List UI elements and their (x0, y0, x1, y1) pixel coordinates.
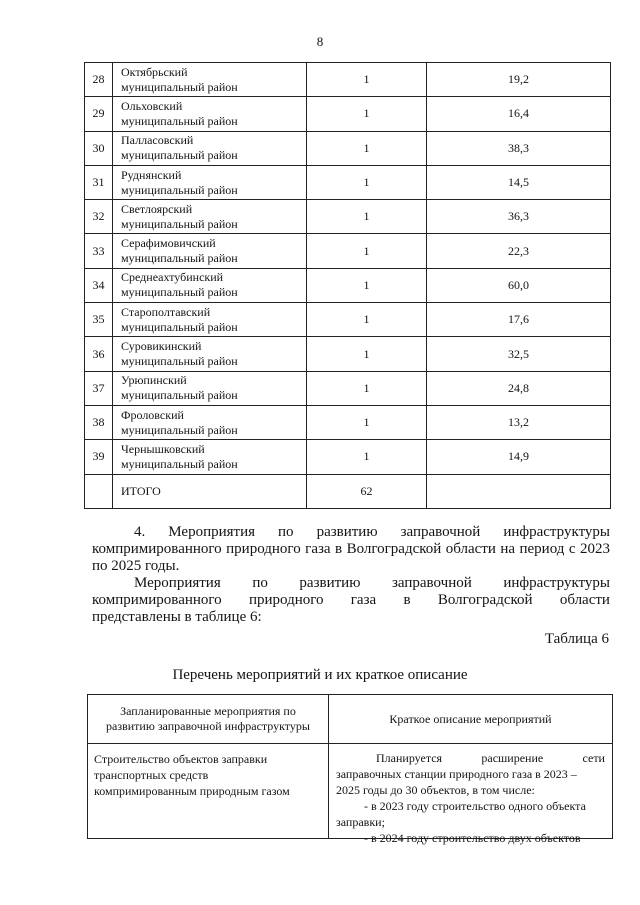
table-row (85, 234, 611, 268)
word: сети (582, 751, 605, 765)
row-number: 37 (85, 371, 113, 405)
station-count: 1 (307, 234, 427, 268)
total-number-cell (85, 474, 113, 508)
word: развитию (299, 575, 361, 591)
district-name (113, 234, 307, 268)
table-row (85, 405, 611, 439)
table-row (85, 200, 611, 234)
row-number: 38 (85, 405, 113, 439)
intro-paragraph (92, 575, 610, 626)
cell-text: Строительство объектов заправки (94, 752, 268, 766)
station-count: 1 (307, 337, 427, 371)
district-type-line: муниципальный район (121, 182, 238, 197)
station-value: 17,6 (427, 303, 611, 337)
gas-stations-table (84, 62, 611, 509)
district-name-line: Палласовский (121, 133, 194, 148)
district-name (113, 131, 307, 165)
intro-line-2 (92, 592, 610, 609)
row-number: 32 (85, 200, 113, 234)
word: инфраструктуры (503, 575, 610, 591)
station-count: 1 (307, 268, 427, 302)
station-count: 1 (307, 165, 427, 199)
district-type-line: муниципальный район (121, 148, 238, 163)
word: Мероприятия (134, 575, 221, 591)
row-number: 30 (85, 131, 113, 165)
station-count: 1 (307, 303, 427, 337)
district-name (113, 200, 307, 234)
section-4-first-line (92, 524, 610, 541)
total-count: 62 (307, 474, 427, 508)
district-name (113, 405, 307, 439)
row-number: 35 (85, 303, 113, 337)
district-type-line: муниципальный район (121, 388, 238, 403)
intro-line-3: представлены в таблице 6: (92, 609, 262, 625)
table-row (85, 131, 611, 165)
row-number: 34 (85, 268, 113, 302)
cell-text: компримированным природным газом (94, 784, 290, 798)
district-name (113, 63, 307, 97)
word: газа (350, 592, 377, 608)
district-name-line: Руднянский (121, 167, 182, 182)
row-number: 28 (85, 63, 113, 97)
district-type-line: муниципальный район (121, 285, 238, 300)
station-count: 1 (307, 200, 427, 234)
header-planned-measures (88, 695, 329, 744)
station-value: 38,3 (427, 131, 611, 165)
station-count: 1 (307, 131, 427, 165)
station-value: 24,8 (427, 371, 611, 405)
section-4-rest: компримированного природного газа в Волгоградской области на период с 2023 по 2025 годы. (92, 541, 610, 574)
station-value: 16,4 (427, 97, 611, 131)
section-number: 4. (134, 524, 146, 540)
district-name-line: Чернышковский (121, 441, 205, 456)
district-name (113, 97, 307, 131)
station-value: 32,5 (427, 337, 611, 371)
station-count: 1 (307, 440, 427, 474)
description-line: 2025 годы до 30 объектов, в том числе: (336, 783, 535, 797)
district-name-line: Светлоярский (121, 201, 193, 216)
station-count: 1 (307, 405, 427, 439)
station-value: 22,3 (427, 234, 611, 268)
row-number: 31 (85, 165, 113, 199)
measure-name-cell (88, 744, 329, 839)
row-number: 39 (85, 440, 113, 474)
word: заправочной (400, 524, 481, 540)
table-row (85, 337, 611, 371)
station-value: 36,3 (427, 200, 611, 234)
total-value-cell (427, 474, 611, 508)
district-type-line: муниципальный район (121, 319, 238, 334)
district-type-line: муниципальный район (121, 113, 238, 128)
measures-table (87, 694, 613, 845)
district-name-line: Урюпинский (121, 373, 187, 388)
description-line: заправки; (336, 815, 385, 829)
word: инфраструктуры (503, 524, 610, 540)
intro-line-1 (92, 575, 610, 592)
district-name (113, 337, 307, 371)
word: Мероприятия (168, 524, 255, 540)
word: в (403, 592, 411, 608)
measure-description-cell (329, 744, 613, 845)
district-name-line: Октябрьский (121, 64, 188, 79)
table-caption: Таблица 6 (544, 631, 609, 647)
word: по (252, 575, 268, 591)
word: области (559, 592, 610, 608)
header-description: Краткое описание мероприятий (329, 695, 613, 744)
table-row (85, 371, 611, 405)
row-number: 29 (85, 97, 113, 131)
table-title: Перечень мероприятий и их краткое описание (172, 667, 468, 683)
word: развитию (316, 524, 378, 540)
description-line: заправочных станции природного газа в 2023 – (336, 767, 577, 781)
district-name (113, 303, 307, 337)
word: Волгоградской (437, 592, 533, 608)
word: по (278, 524, 294, 540)
word: природного (248, 592, 324, 608)
row-number: 33 (85, 234, 113, 268)
district-name-line: Серафимовичский (121, 236, 216, 251)
station-value: 60,0 (427, 268, 611, 302)
district-name-line: Суровикинский (121, 339, 202, 354)
page-number: 8 (316, 34, 324, 49)
district-type-line: муниципальный район (121, 354, 238, 369)
word: Планируется (376, 751, 443, 765)
district-type-line: муниципальный район (121, 216, 238, 231)
description-line-1 (336, 750, 605, 766)
district-type-line: муниципальный район (121, 251, 238, 266)
district-name-line: Старополтавский (121, 304, 211, 319)
station-count: 1 (307, 371, 427, 405)
header-text: развитию заправочной инфраструктуры (106, 719, 310, 733)
total-row (85, 474, 611, 508)
district-type-line: муниципальный район (121, 422, 238, 437)
station-count: 1 (307, 97, 427, 131)
district-name-line: Ольховский (121, 98, 183, 113)
table-row (85, 97, 611, 131)
district-type-line: муниципальный район (121, 79, 238, 94)
district-name (113, 371, 307, 405)
station-value: 13,2 (427, 405, 611, 439)
table-row (85, 303, 611, 337)
district-name-line: Фроловский (121, 407, 184, 422)
word: расширение (481, 751, 544, 765)
word: заправочной (391, 575, 472, 591)
district-name (113, 165, 307, 199)
station-count: 1 (307, 63, 427, 97)
description-line: - в 2023 году строительство одного объекта (364, 799, 586, 813)
description-line: - в 2024 году строительство двух объектов (364, 831, 581, 845)
row-number: 36 (85, 337, 113, 371)
table-row (85, 165, 611, 199)
district-type-line: муниципальный район (121, 456, 238, 471)
table-row (85, 440, 611, 474)
header-text: Запланированные мероприятия по (120, 704, 296, 718)
section-4-heading (92, 524, 610, 575)
district-name (113, 268, 307, 302)
measures-table-header (88, 695, 613, 744)
measures-table-row (88, 744, 613, 839)
station-value: 14,5 (427, 165, 611, 199)
cell-text: транспортных средств (94, 768, 209, 782)
word: компримированного (92, 592, 222, 608)
table-row (85, 268, 611, 302)
table-row (85, 63, 611, 97)
total-label: ИТОГО (113, 474, 307, 508)
district-name-line: Среднеахтубинский (121, 270, 224, 285)
district-name (113, 440, 307, 474)
station-value: 14,9 (427, 440, 611, 474)
station-value: 19,2 (427, 63, 611, 97)
